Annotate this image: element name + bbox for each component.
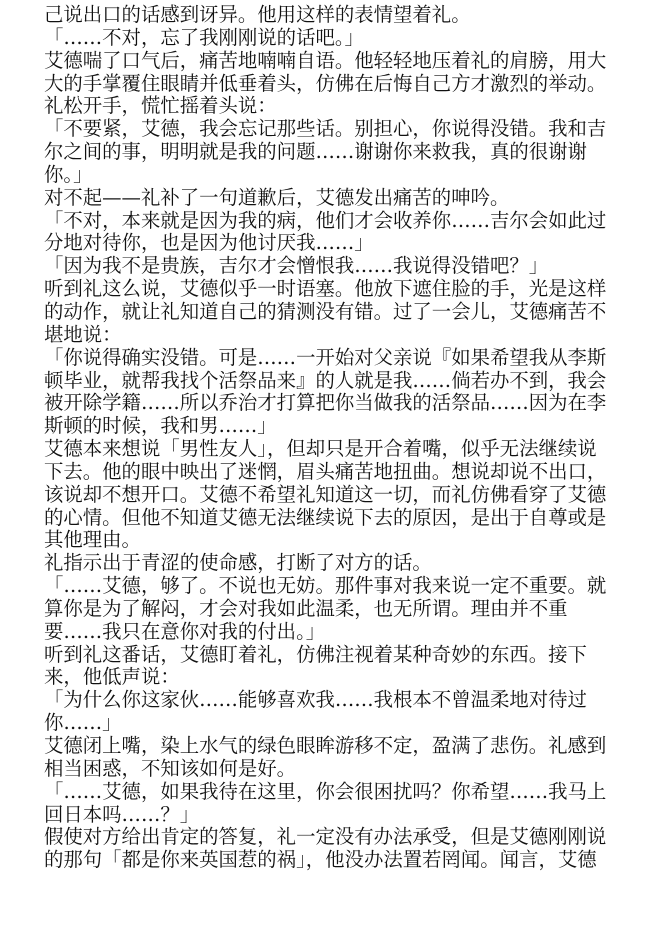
text-line: 「因为我不是贵族，吉尔才会憎恨我……我说得没错吧？」: [44, 255, 549, 278]
text-line: 「不要紧，艾德，我会忘记那些话。别担心，你说得没错。我和吉: [44, 118, 607, 141]
text-line: 堪地说：: [44, 323, 122, 346]
text-line: 「为什么你这家伙……能够喜欢我……我根本不曾温柔地对待过: [44, 689, 587, 712]
text-line: 「你说得确实没错。可是……一开始对父亲说『如果希望我从李斯: [44, 346, 607, 369]
text-line: 被开除学籍……所以乔治才打算把你当做我的活祭品……因为在李: [44, 392, 607, 415]
text-line: 假使对方给出肯定的答复，礼一定没有办法承受，但是艾德刚刚说: [44, 826, 607, 849]
text-line: 艾德本来想说「男性友人」，但却只是开合着嘴，似乎无法继续说: [44, 438, 597, 461]
text-line: 下去。他的眼中映出了迷惘，眉头痛苦地扭曲。想说却说不出口，: [44, 460, 607, 483]
text-line: 你……」: [44, 712, 122, 735]
text-line: 的动作，就让礼知道自己的猜测没有错。过了一会儿，艾德痛苦不: [44, 300, 607, 323]
text-line: 其他理由。: [44, 529, 141, 552]
text-line: 尔之间的事，明明就是我的问题……谢谢你来救我，真的很谢谢: [44, 141, 587, 164]
text-line: 听到礼这么说，艾德似乎一时语塞。他放下遮住脸的手，光是这样: [44, 278, 607, 301]
text-line: 己说出口的话感到讶异。他用这样的表情望着礼。: [44, 4, 471, 26]
text-line: 礼松开手，慌忙摇着头说：: [44, 95, 277, 118]
document-page: [44, 4, 618, 872]
text-line: 回日本吗……？」: [44, 803, 200, 826]
text-line: 艾德闭上嘴，染上水气的绿色眼眸游移不定，盈满了悲伤。礼感到: [44, 735, 607, 757]
text-line: 的那句「都是你来英国惹的祸」，他没办法置若罔闻。闻言，艾德: [44, 849, 597, 872]
text-line: 礼指示出于青涩的使命感，打断了对方的话。: [44, 552, 432, 575]
text-line: 听到礼这番话，艾德盯着礼，仿佛注视着某种奇妙的东西。接下: [44, 643, 587, 666]
text-line: 相当困惑，不知该如何是好。: [44, 757, 297, 780]
text-line: 对不起——礼补了一句道歉后，艾德发出痛苦的呻吟。: [44, 186, 510, 209]
text-line: 「……不对，忘了我刚刚说的话吧。」: [44, 26, 364, 49]
text-line: 的心情。但他不知道艾德无法继续说下去的原因，是出于自尊或是: [44, 506, 607, 529]
text-line: 大的手掌覆住眼睛并低垂着头，仿佛在后悔自己方才激烈的举动。: [44, 72, 607, 95]
text-line: 你。」: [44, 163, 93, 186]
text-line: 分地对待你，也是因为他讨厌我……」: [44, 232, 374, 255]
text-line: 要……我只在意你对我的付出。」: [44, 620, 326, 643]
text-line: 顿毕业，就帮我找个活祭品来』的人就是我……倘若办不到，我会: [44, 369, 607, 392]
text-line: 来，他低声说：: [44, 666, 180, 689]
text-line: 算你是为了解闷，才会对我如此温柔，也无所谓。理由并不重: [44, 597, 568, 620]
text-line: 「……艾德，够了。不说也无妨。那件事对我来说一定不重要。就: [44, 575, 607, 598]
text-line: 「不对，本来就是因为我的病，他们才会收养你……吉尔会如此过: [44, 209, 607, 232]
text-line: 该说却不想开口。艾德不希望礼知道这一切，而礼仿佛看穿了艾德: [44, 483, 607, 506]
text-line: 艾德喘了口气后，痛苦地喃喃自语。他轻轻地压着礼的肩膀，用大: [44, 49, 607, 72]
text-line: 「……艾德，如果我待在这里，你会很困扰吗？你希望……我马上: [44, 780, 607, 803]
text-line: 斯顿的时候，我和男……」: [44, 415, 277, 438]
